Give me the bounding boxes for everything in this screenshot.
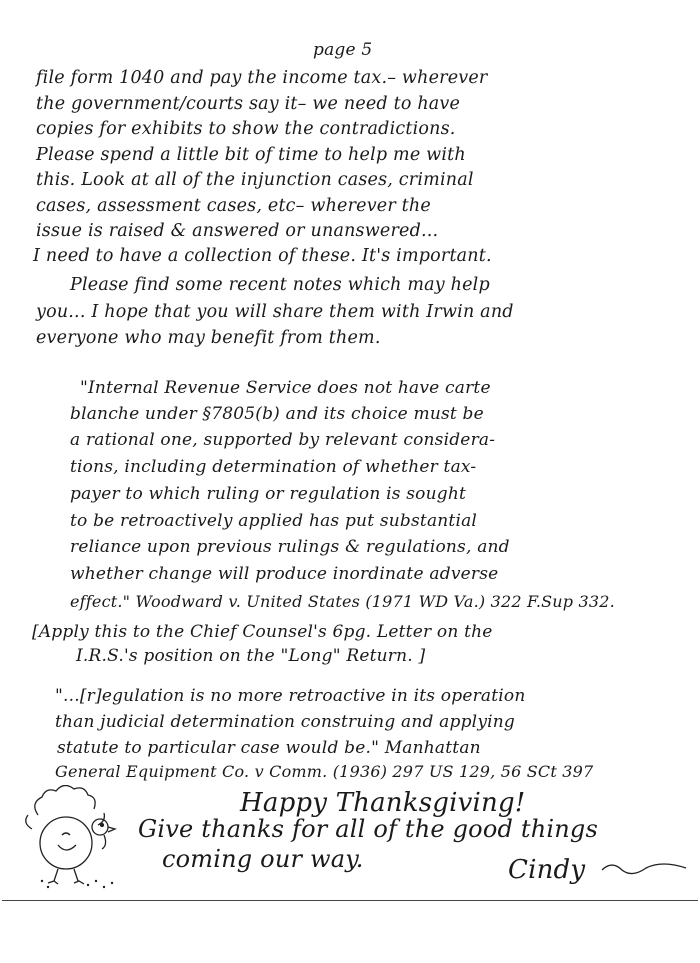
paragraph2-line: Please find some recent notes which may help	[70, 275, 490, 295]
paragraph1-line: copies for exhibits to show the contradictions.	[36, 119, 456, 139]
quote1-line: "Internal Revenue Service does not have carte	[80, 378, 491, 398]
bracket-note-line: I.R.S.'s position on the "Long" Return. ]	[76, 646, 426, 666]
quote2-line: statute to particular case would be." Manhattan	[57, 738, 481, 758]
signature: Cindy	[508, 855, 586, 885]
closing-line: Give thanks for all of the good things	[138, 815, 598, 843]
page-edge-line	[2, 900, 698, 901]
greeting: Happy Thanksgiving!	[240, 788, 526, 818]
quote2-line: "...[r]egulation is no more retroactive in its operation	[55, 686, 526, 706]
page-number: page 5	[313, 40, 373, 60]
paragraph1-line: I need to have a collection of these. It's important.	[33, 246, 492, 266]
paragraph2-line: you... I hope that you will share them with Irwin and	[36, 302, 514, 322]
quote1-line: tions, including determination of whether tax-	[70, 457, 477, 477]
quote1-citation: effect." Woodward v. United States (1971 WD Va.) 322 F.Sup 332.	[70, 592, 615, 611]
paragraph2-line: everyone who may benefit from them.	[36, 328, 381, 348]
quote1-line: reliance upon previous rulings & regulations, and	[70, 537, 510, 557]
paragraph1-line: the government/courts say it– we need to have	[36, 94, 461, 114]
paragraph1-line: Please spend a little bit of time to help me with	[36, 145, 466, 165]
quote1-line: a rational one, supported by relevant considera-	[70, 430, 496, 450]
closing-line: coming our way.	[162, 845, 364, 873]
paragraph1-line: this. Look at all of the injunction cases, criminal	[36, 170, 474, 190]
signature-flourish-icon	[600, 858, 690, 878]
quote1-line: to be retroactively applied has put substantial	[70, 511, 478, 531]
bracket-note-line: [Apply this to the Chief Counsel's 6pg. Letter on the	[32, 622, 493, 642]
quote1-line: payer to which ruling or regulation is sought	[70, 484, 467, 504]
turkey-doodle-icon	[18, 785, 128, 895]
quote2-line: than judicial determination construing and applying	[55, 712, 515, 732]
quote1-line: whether change will produce inordinate adverse	[70, 564, 499, 584]
quote1-line: blanche under §7805(b) and its choice must be	[70, 404, 484, 424]
quote2-citation: General Equipment Co. v Comm. (1936) 297 US 129, 56 SCt 397	[55, 762, 594, 781]
paragraph1-line: file form 1040 and pay the income tax.– wherever	[36, 68, 488, 88]
paragraph1-line: cases, assessment cases, etc– wherever the	[36, 196, 431, 216]
paragraph1-line: issue is raised & answered or unanswered...	[36, 221, 439, 241]
